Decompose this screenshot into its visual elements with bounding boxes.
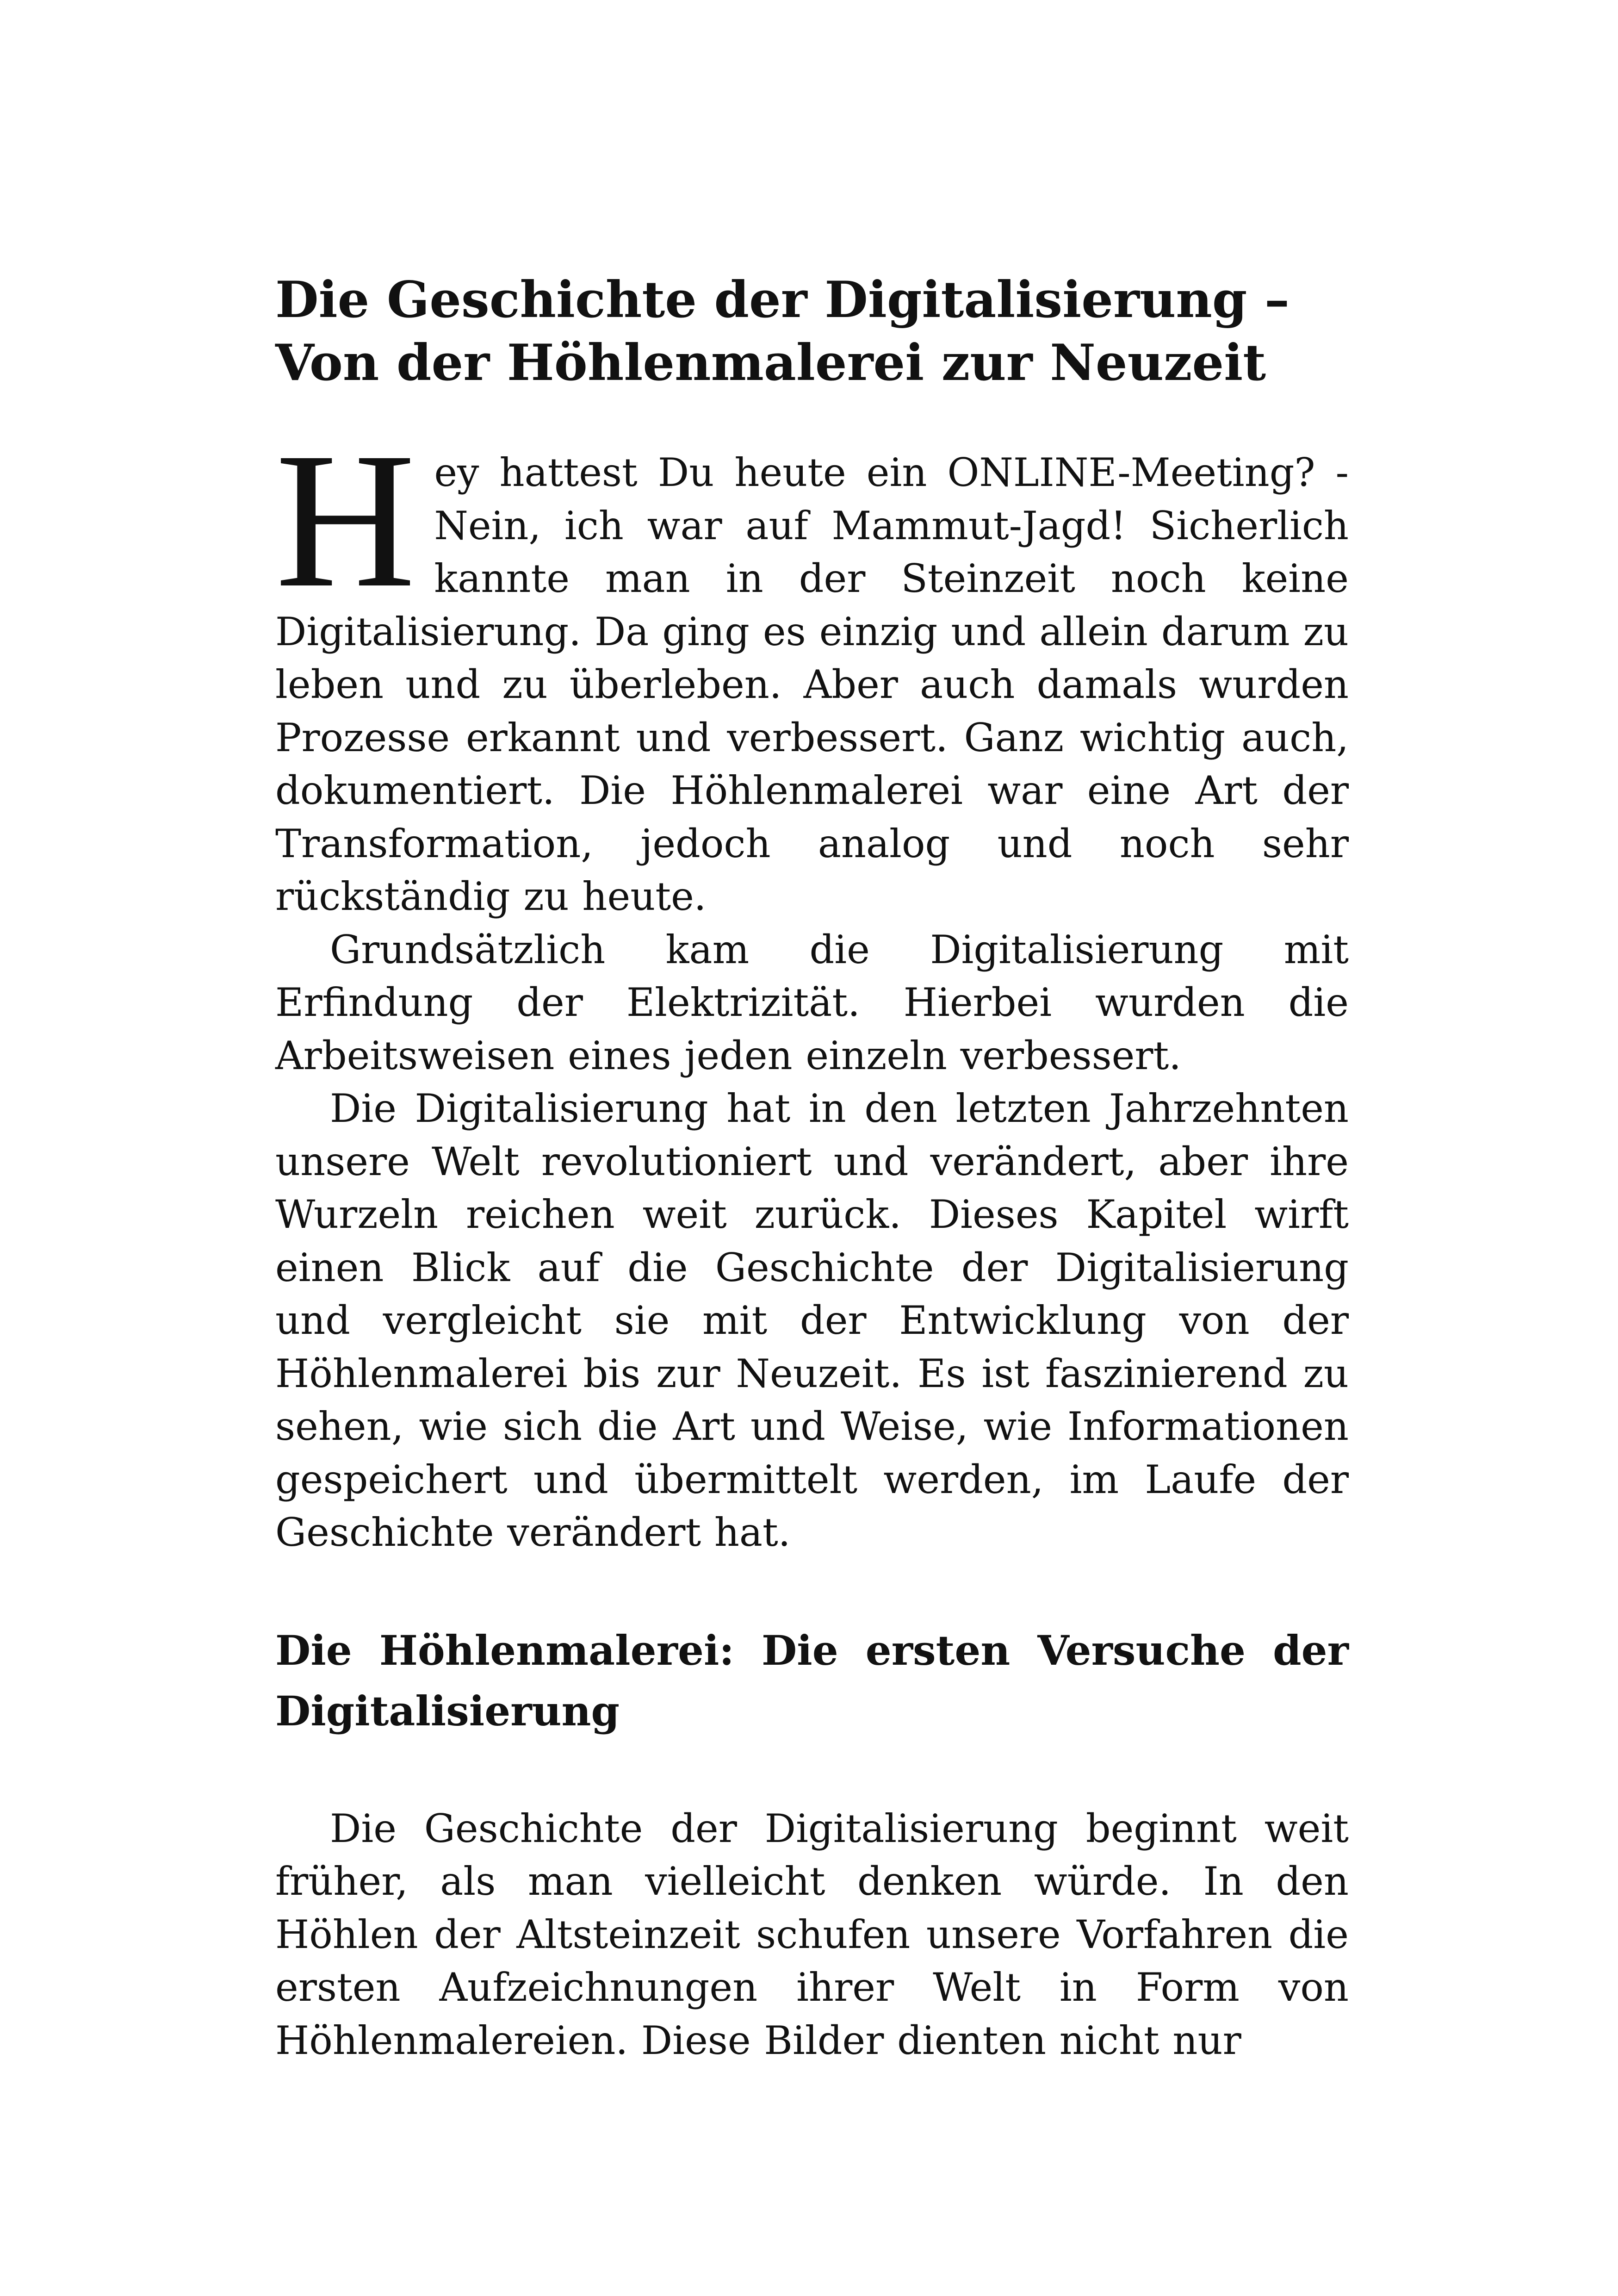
chapter-title: Die Geschichte der Digitalisierung – Von der Höhlenmalerei zur Neuzeit	[275, 271, 1290, 392]
section-paragraph-1: Die Geschichte der Digitalisierung beginnt weit früher, als man vielleicht denken würde. In den Höhlen der Altsteinzeit schufen unsere Vorfahren die ersten Aufzeichnungen ihrer Welt in Form von Höhlenmalereien. Diese Bilder dienten nicht nur	[275, 1805, 1349, 2063]
drop-cap-letter: H	[275, 412, 416, 628]
intro-text: ey hattest Du heute ein ONLINE-Meeting? - Nein, ich war auf Mammut-Jagd! Sicherlich kannte man in der Steinzeit noch keine Digitalisierung. Da ging es einzig und allein darum zu leben und zu überleben. Aber auch damals wurden Prozesse erkannt und verbessert. Ganz wichtig auch, dokumentiert. Die Höhlenmalerei war eine Art der Transformation, jedoch analog und noch sehr rückständig zu heute.	[275, 450, 1349, 919]
section-heading: Die Höhlenmalerei: Die ersten Versuche der Digitalisierung	[275, 1626, 1349, 1735]
body-paragraph-2: Die Digitalisierung hat in den letzten Jahrzehnten unsere Welt revolutioniert und verändert, aber ihre Wurzeln reichen weit zurück. Dieses Kapitel wirft einen Blick auf die Geschichte der Digitalisierung und vergleicht sie mit der Entwicklung von der Höhlenmalerei bis zur Neuzeit. Es ist faszinierend zu sehen, wie sich die Art und Weise, wie Informationen gespeichert und übermittelt werden, im Laufe der Geschichte verändert hat.	[275, 1086, 1349, 1555]
body-paragraph-1: Grundsätzlich kam die Digitalisierung mit Erfindung der Elektrizität. Hierbei wurden die Arbeitsweisen eines jeden einzeln verbessert.	[275, 927, 1349, 1078]
book-page	[275, 268, 1349, 2067]
intro-paragraph	[275, 412, 1349, 923]
